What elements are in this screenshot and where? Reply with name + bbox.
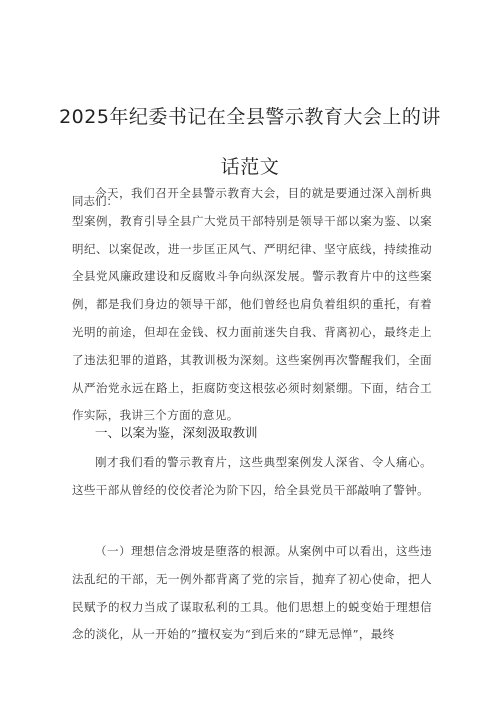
paragraph-section1-intro: 刚才我们看的警示教育片，这些典型案例发人深省、令人痛心。这些干部从曾经的佼佼者沦为阶下囚，给全县党员干部敲响了警钟。 (72, 455, 432, 497)
paragraph-section1-point1: （一）理想信念滑坡是堕落的根源。从案例中可以看出，这些违法乱纪的干部，无一例外都背离了党的宗旨，抛弃了初心使命，把人民赋予的权力当成了谋取私利的工具。他们思想上的蜕变始于理想信念的淡化，从一开始的”擅权妄为“到后来的“肆无忌惮”，最终 (72, 544, 432, 642)
document-title-line1: 2025年纪委书记在全县警示教育大会上的讲 (59, 106, 441, 128)
salutation: 同志们： (72, 194, 118, 208)
section-heading-1: 一、以案为鉴，深刻汲取教训 (95, 425, 258, 440)
paragraph-intro: 今天，我们召开全县警示教育大会，目的就是要通过深入剖析典型案例，教育引导全县广大党员干部特别是领导干部以案为鉴、以案明纪、以案促改，进一步匡正风气、严明纪律、坚守底线，持续推动全县党风廉政建设和反腐败斗争向纵深发展。警示教育片中的这些案例，都是我们身边的领导干部，他们曾经也肩负着组织的重托，有着光明的前途，但却在金钱、权力面前迷失自我、背离初心，最终走上了违法犯罪的道路，其教训极为深刻。这些案例再次警醒我们，全面从严治党永远在路上，拒腐防变这根弦必须时刻紧绷。下面，结合工作实际，我讲三个方面的意见。 (72, 186, 432, 423)
document-title-line2: 话范文 (220, 156, 280, 178)
